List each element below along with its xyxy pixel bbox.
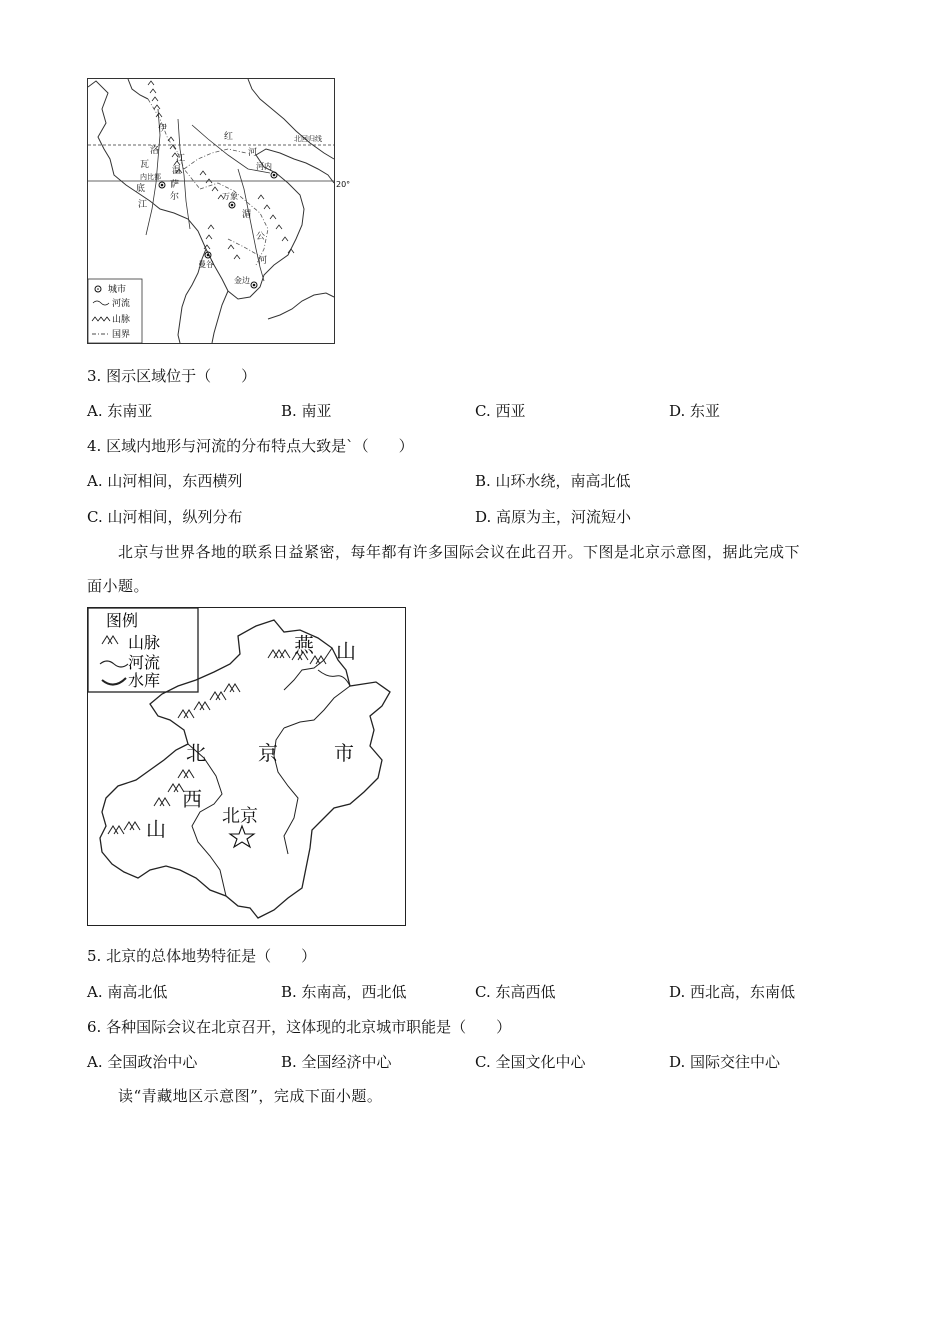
label-tropic: 北回归线 [294, 135, 322, 143]
label-wen: 温 [172, 166, 182, 176]
q5-option-b[interactable]: B. 东南高，西北低 [281, 983, 407, 1001]
beijing-intro-line1: 北京与世界各地的联系日益紧密，每年都有许多国际会议在此召开。下图是北京示意图，据此完成下 [118, 543, 801, 561]
q5-option-d[interactable]: D. 西北高，东南低 [669, 983, 796, 1001]
q6-option-d[interactable]: D. 国际交往中心 [669, 1053, 781, 1071]
legend-border: 国界 [112, 330, 131, 340]
beijing-map-svg [88, 608, 405, 925]
q3-option-d[interactable]: D. 东亚 [669, 402, 721, 420]
label-gong: 公 [256, 232, 266, 242]
q6-option-c[interactable]: C. 全国文化中心 [475, 1053, 586, 1071]
label-sa: 萨 [170, 180, 180, 190]
label-luo: 洛 [150, 146, 160, 156]
q6-stem: 6. 各种国际会议在北京召开，这体现的北京城市职能是（ ） [87, 1018, 512, 1036]
q4-option-a[interactable]: A. 山河相间，东西横列 [87, 472, 243, 490]
label-jing: 京 [258, 741, 278, 765]
label-shan1: 山 [336, 639, 356, 663]
capital-star-icon [230, 826, 254, 847]
q3-option-a[interactable]: A. 东南亚 [87, 402, 153, 420]
beijing-intro-line2: 面小题。 [87, 577, 150, 595]
q6-option-a[interactable]: A. 全国政治中心 [87, 1053, 198, 1071]
q6-option-b[interactable]: B. 全国经济中心 [281, 1053, 392, 1071]
river [318, 670, 350, 686]
label-he2: 河 [258, 256, 268, 266]
legend-mountain: 山脉 [128, 633, 161, 652]
label-wa: 瓦 [140, 160, 150, 170]
label-he1: 河 [248, 148, 258, 158]
label-naypyidaw: 内比都 [140, 173, 161, 181]
label-jiang2: 江 [176, 154, 186, 164]
q5-option-a[interactable]: A. 南高北低 [87, 983, 168, 1001]
label-phnompenh: 金边 [234, 276, 250, 285]
q4-option-c[interactable]: C. 山河相间，纵列分布 [87, 508, 243, 526]
q5-stem: 5. 北京的总体地势特征是（ ） [87, 947, 317, 965]
q3-stem: 3. 图示区域位于（ ） [87, 367, 257, 385]
label-yi: 伊 [158, 124, 168, 134]
q3-option-b[interactable]: B. 南亚 [281, 402, 332, 420]
label-di: 底 [136, 184, 146, 194]
q3-option-c[interactable]: C. 西亚 [475, 402, 526, 420]
label-hanoi: 河内 [256, 162, 272, 171]
qingzang-intro: 读“青藏地区示意图”，完成下面小题。 [118, 1087, 383, 1105]
label-xi: 西 [182, 787, 202, 811]
beijing-map [87, 607, 406, 926]
label-bei: 北 [186, 741, 206, 765]
label-mei: 湄 [242, 210, 252, 220]
legend-title: 图例 [106, 611, 139, 630]
label-yan: 燕 [294, 633, 314, 657]
southeast-asia-map-svg [88, 79, 351, 343]
map1-legend [88, 279, 142, 343]
q5-option-c[interactable]: C. 东高西低 [475, 983, 556, 1001]
label-shan2: 山 [146, 817, 166, 841]
legend-reservoir: 水库 [128, 671, 161, 690]
q4-option-b[interactable]: B. 山环水绕，南高北低 [475, 472, 631, 490]
q4-option-d[interactable]: D. 高原为主，河流短小 [475, 508, 632, 526]
southeast-asia-map [87, 78, 351, 344]
label-hong: 红 [224, 132, 234, 142]
label-vientiane: 万象 [222, 192, 238, 201]
label-er: 尔 [170, 192, 180, 202]
q4-stem: 4. 区域内地形与河流的分布特点大致是`（ ） [87, 437, 414, 455]
legend-city: 城市 [108, 285, 127, 295]
district-lines [188, 648, 350, 896]
beijing-legend [88, 608, 198, 692]
legend-river: 河流 [128, 653, 161, 672]
label-capital: 北京 [222, 806, 258, 827]
label-jiang: 江 [138, 200, 148, 210]
legend-river: 河流 [112, 299, 131, 309]
label-shi: 市 [334, 741, 354, 765]
label-bangkok: 曼谷 [198, 260, 214, 269]
legend-mountain: 山脉 [112, 315, 131, 325]
mountain-ranges [148, 81, 294, 259]
label-lat20: 20° [336, 180, 351, 189]
